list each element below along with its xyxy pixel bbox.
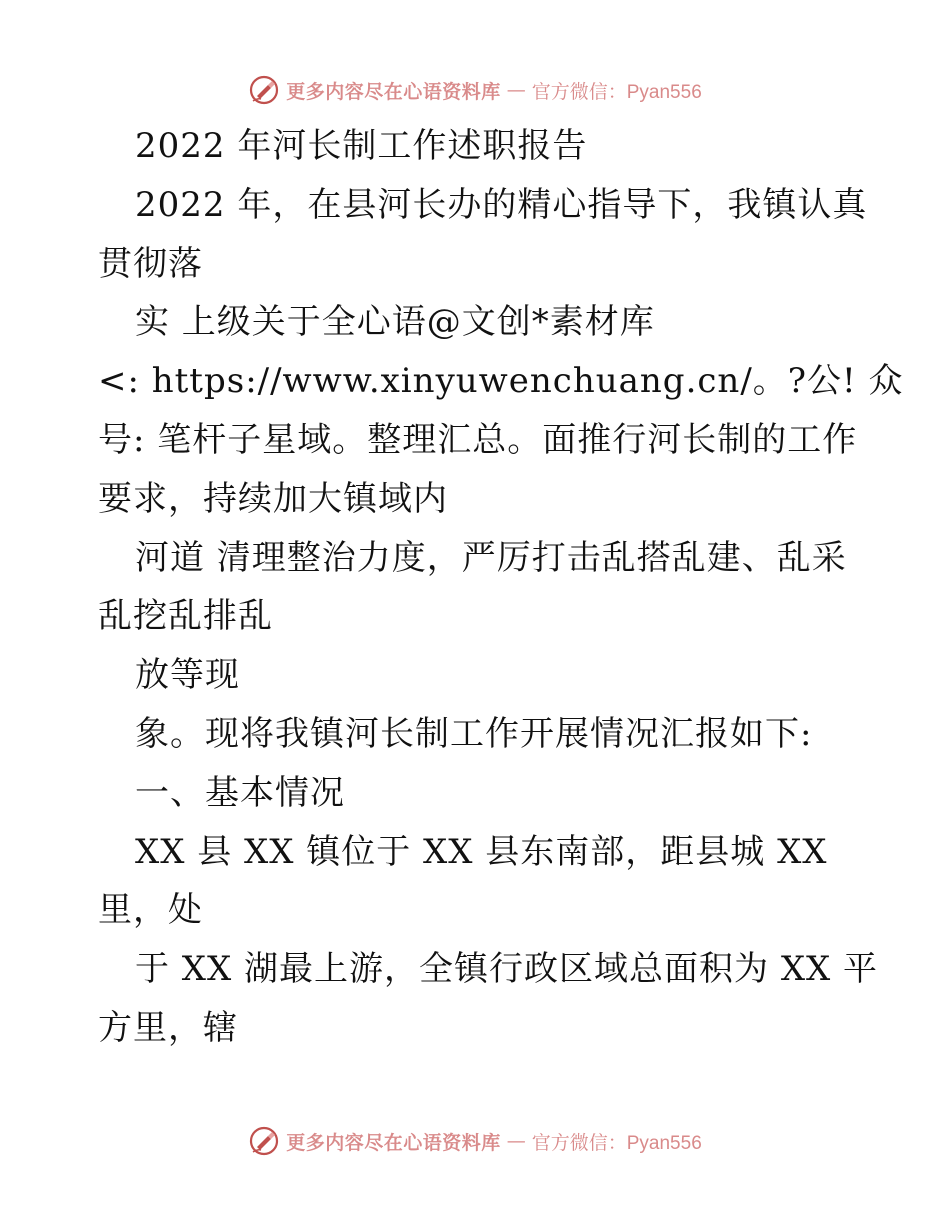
document-line: 里，处	[98, 890, 203, 931]
watermark-brand: 更多内容尽在心语资料库	[286, 80, 501, 103]
document-line: 号: 笔杆子星域。整理汇总。面推行河长制的工作	[98, 419, 858, 460]
document-line: 放等现	[135, 655, 240, 696]
pen-logo-icon	[248, 74, 280, 106]
header-watermark	[0, 70, 950, 110]
pen-logo-icon	[248, 1125, 280, 1157]
document-line: 于 XX 湖最上游，全镇行政区域总面积为 XX 平	[135, 949, 879, 990]
document-line: 2022 年河长制工作述职报告	[135, 126, 588, 166]
watermark-dash: —	[506, 79, 526, 101]
document-line: 2022 年，在县河长办的精心指导下，我镇认真	[135, 184, 868, 225]
document-line: 象。现将我镇河长制工作开展情况汇报如下:	[135, 713, 813, 754]
watermark-dash: —	[506, 1130, 526, 1152]
document-line: 实 上级关于全心语@文创*素材库	[135, 302, 655, 343]
watermark-group	[248, 74, 702, 106]
document-line: 一、基本情况	[135, 772, 345, 813]
document-line: <: https://www.xinyuwenchuang.cn/。?公! 众	[98, 361, 904, 402]
document-body	[98, 117, 904, 1058]
document-line: 河道 清理整治力度，严厉打击乱搭乱建、乱采	[135, 537, 847, 578]
document-line: 贯彻落	[98, 243, 203, 284]
document-line: XX 县 XX 镇位于 XX 县东南部，距县城 XX	[135, 831, 828, 872]
watermark-group	[248, 1125, 702, 1157]
document-line: 乱挖乱排乱	[98, 596, 273, 637]
footer-watermark	[0, 1121, 950, 1161]
document-line: 方里，辖	[98, 1007, 238, 1048]
watermark-account: 官方微信：Pyan556	[531, 81, 702, 103]
watermark-account: 官方微信：Pyan556	[531, 1132, 702, 1154]
watermark-brand: 更多内容尽在心语资料库	[286, 1131, 501, 1154]
document-line: 要求，持续加大镇域内	[98, 478, 448, 519]
